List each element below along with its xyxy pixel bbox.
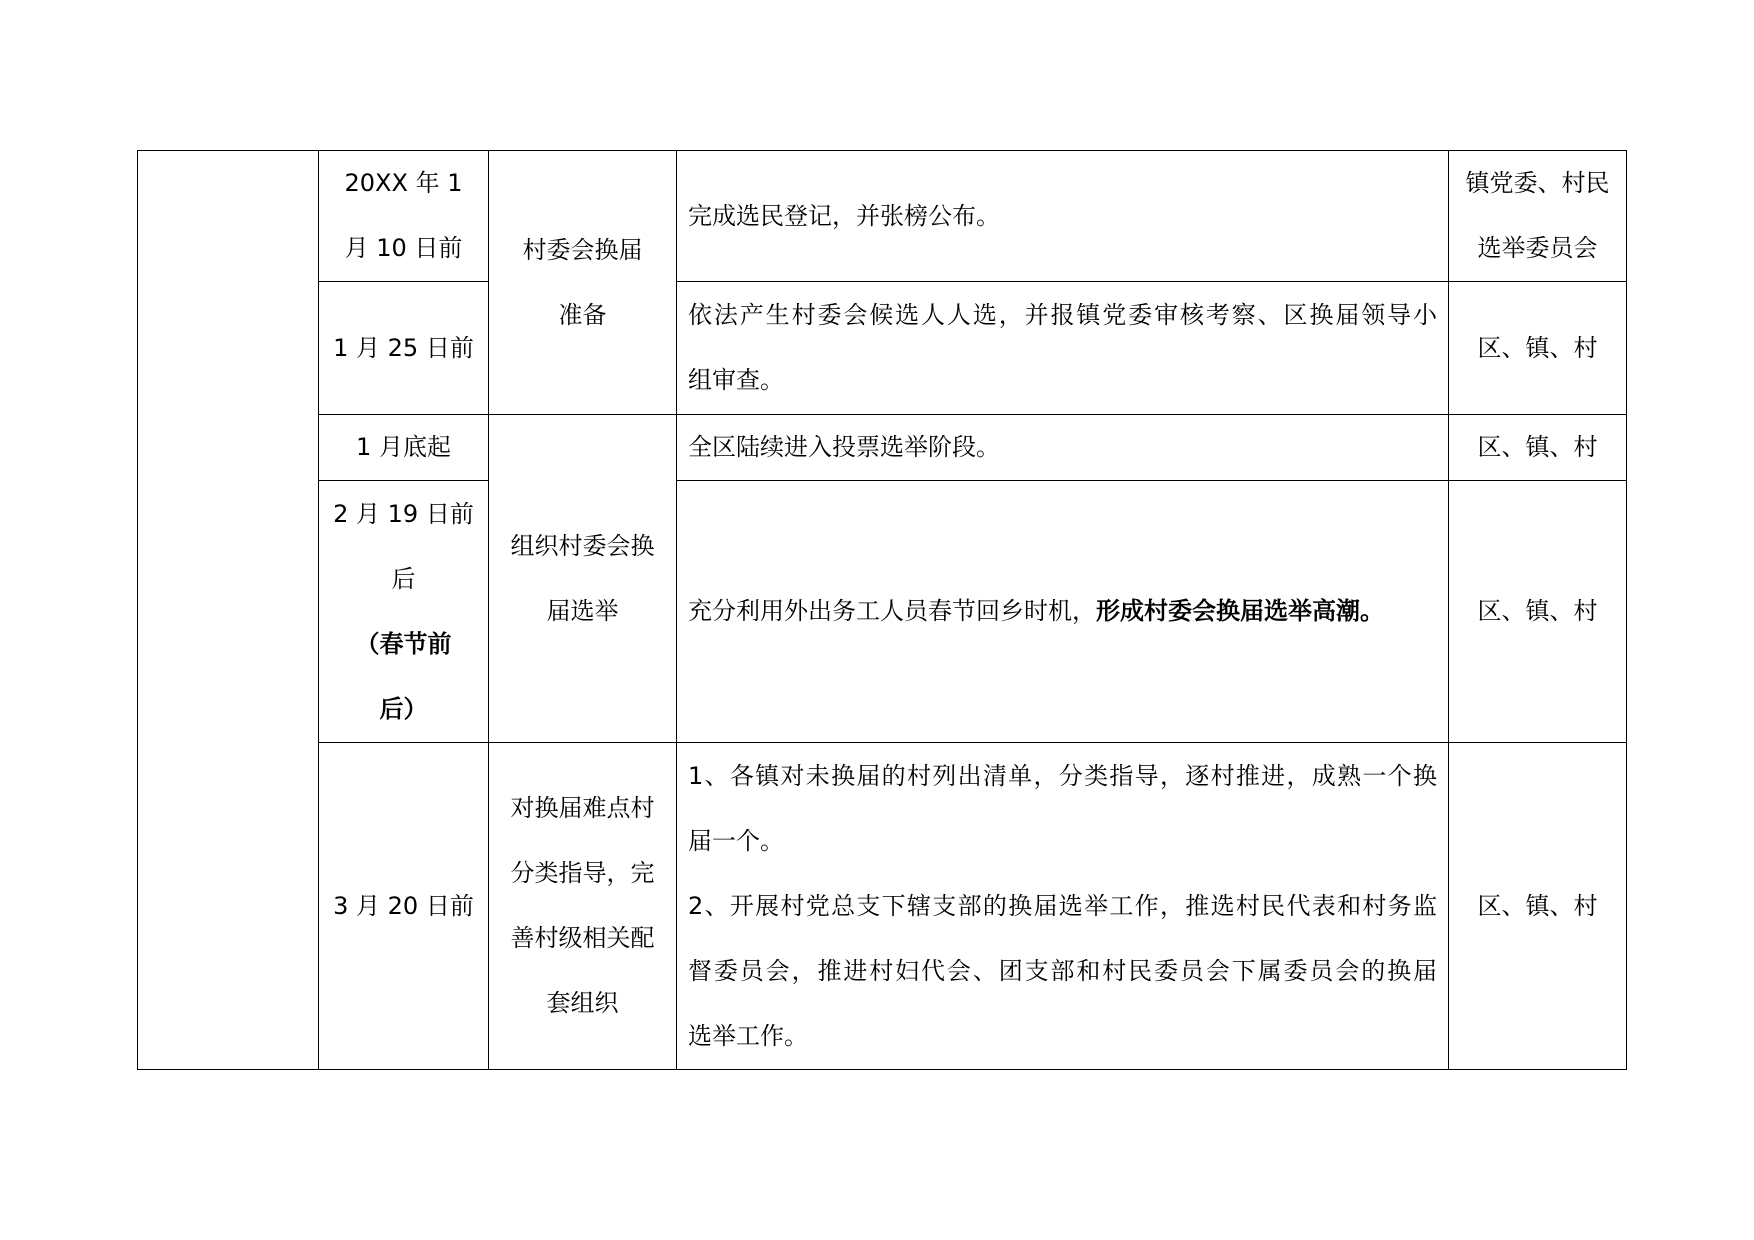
responsible-line: 选举委员会 (1477, 234, 1598, 262)
table-row (138, 481, 1627, 743)
responsible-line: 区、镇、村 (1477, 433, 1598, 461)
date-line: 2 月 19 日前 (333, 499, 474, 528)
date-cell (319, 415, 489, 481)
content-line: 完成选民登记，并张榜公布。 (688, 201, 1000, 230)
content-text: 充分利用外出务工人员春节回乡时机， (688, 597, 1096, 625)
responsible-cell (1449, 481, 1627, 743)
date-cell (319, 151, 489, 282)
stage-line: 准备 (558, 300, 607, 329)
date-note-line: 后） (379, 694, 428, 723)
responsible-cell (1449, 743, 1627, 1070)
date-line: 后 (391, 564, 416, 593)
content-line: 2、开展村党总支下辖支部的换届选举工作，推选村民代表和村务监 (688, 891, 1437, 920)
content-line (688, 579, 1437, 644)
stage-line: 套组织 (546, 989, 619, 1017)
table-row (138, 415, 1627, 481)
responsible-cell (1449, 282, 1627, 415)
stage-line: 届选举 (546, 596, 619, 625)
date-cell (319, 481, 489, 743)
content-line: 届一个。 (688, 826, 784, 855)
content-line: 督委员会，推进村妇代会、团支部和村民委员会下属委员会的换届 (688, 956, 1437, 985)
content-cell (677, 481, 1449, 743)
date-cell (319, 282, 489, 415)
date-line: 20XX 年 1 (344, 169, 463, 197)
table-row (138, 282, 1627, 415)
date-line: 1 月 25 日前 (333, 333, 474, 362)
table-row (138, 151, 1627, 282)
stage-cell (489, 415, 677, 743)
content-cell (677, 282, 1449, 415)
responsible-cell (1449, 151, 1627, 282)
stage-cell (489, 743, 677, 1070)
stage-line: 对换届难点村 (510, 794, 655, 822)
content-line: 1、各镇对未换届的村列出清单，分类指导，逐村推进，成熟一个换 (688, 761, 1437, 790)
schedule-table (137, 150, 1627, 1070)
content-line: 组审查。 (688, 366, 784, 394)
responsible-line: 区、镇、村 (1477, 891, 1598, 920)
responsible-line: 区、镇、村 (1477, 597, 1598, 625)
date-note-line: （春节前 (355, 629, 452, 658)
content-cell (677, 415, 1449, 481)
content-cell (677, 151, 1449, 282)
date-line: 月 10 日前 (344, 234, 463, 262)
content-line: 全区陆续进入投票选举阶段。 (688, 433, 1000, 461)
date-line: 3 月 20 日前 (333, 891, 474, 920)
stage-line: 组织村委会换 (510, 531, 655, 560)
date-cell (319, 743, 489, 1070)
table-row (138, 743, 1627, 1070)
stage-cell (489, 151, 677, 415)
content-emphasis: 形成村委会换届选举高潮。 (1096, 597, 1384, 625)
responsible-cell (1449, 415, 1627, 481)
stage-line: 分类指导，完 (510, 859, 655, 887)
content-line: 依法产生村委会候选人人选，并报镇党委审核考察、区换届领导小 (688, 301, 1437, 329)
stage-line: 善村级相关配 (510, 924, 655, 952)
content-line: 选举工作。 (688, 1021, 808, 1050)
content-cell (677, 743, 1449, 1070)
category-cell-empty (138, 151, 319, 1070)
date-line: 1 月底起 (356, 433, 451, 461)
stage-line: 村委会换届 (522, 235, 643, 264)
responsible-line: 镇党委、村民 (1465, 169, 1610, 197)
responsible-line: 区、镇、村 (1477, 333, 1598, 362)
